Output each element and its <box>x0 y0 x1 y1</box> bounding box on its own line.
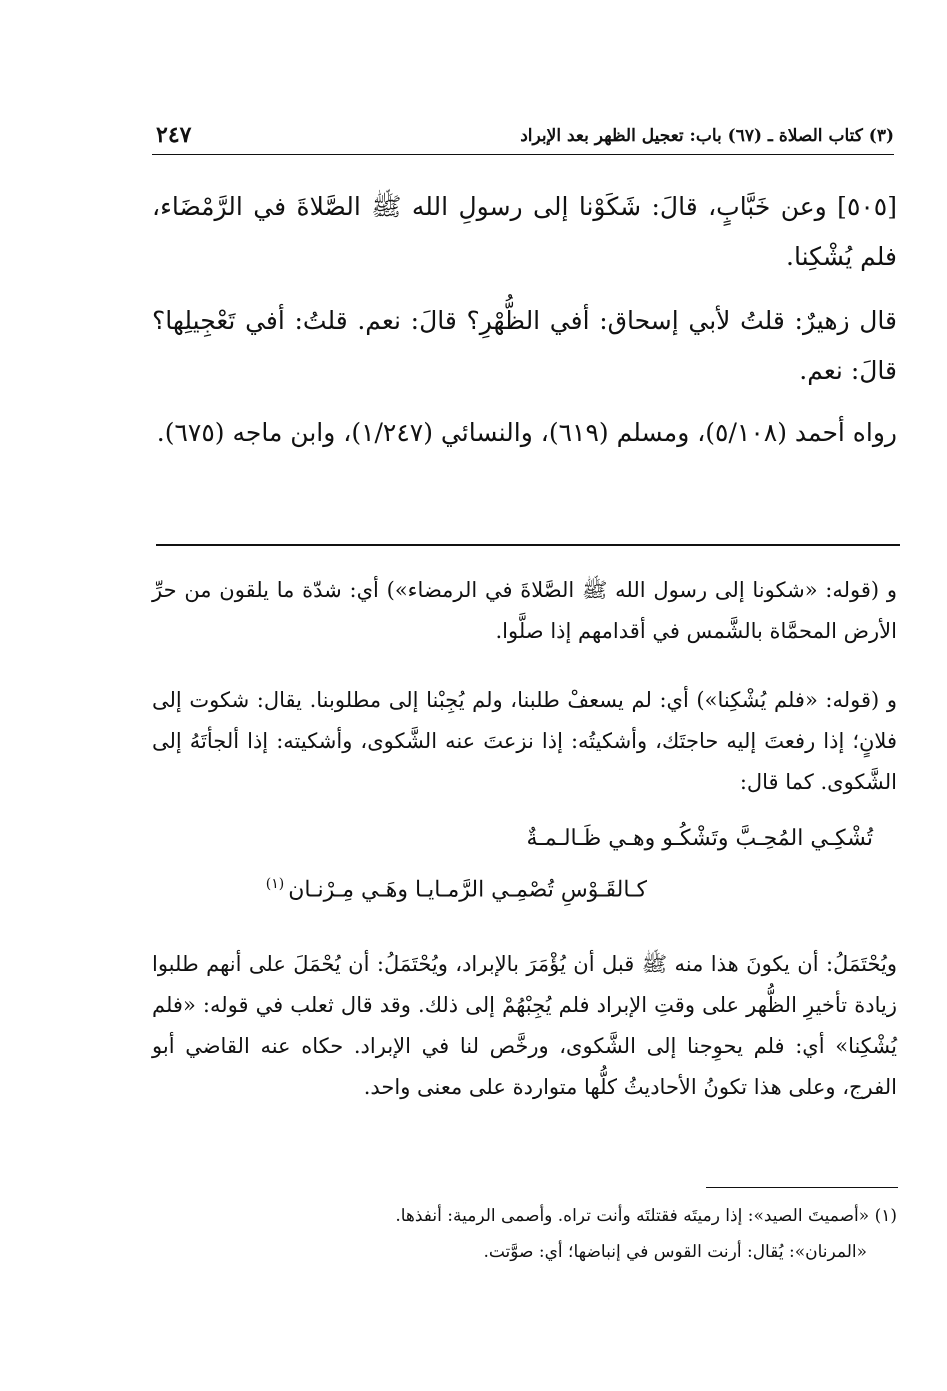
hadith-sources-paragraph: رواه أحمد (٥/١٠٨)، ومسلم (٦١٩)، والنسائي (١/٢٤٧)، وابن ماجه (٦٧٥). <box>156 418 897 447</box>
verse-first-hemistich <box>526 826 873 851</box>
verse-text: تُشْكِـي المُحِـبَّ وتَشْكُـو وهـي ظَـالـمـةٌ <box>526 826 873 851</box>
commentary-text: و (قوله: «شكونا إلى رسول الله ﷺ الصَّلاةَ في الرمضاء») أي: شدّة ما يلقون من حرِّ الأرض المحمَّاة بالشَّمس في أقدامهم إذا صلَّوا. <box>152 578 897 643</box>
commentary-text: و (قوله: «فلم يُشْكِنا») أي: لم يسعفْ طلبنا، ولم يُجِبْنا إلى مطلوبنا. يقال: شكوت إلى فلانٍ؛ إذا رفعتَ إليه حاجتَك، وأشكيتُه: إذا نزعتَ عنه الشَّكوى، وأشكيته: إذا ألجأتَهُ إلى الشَّكوى. كما قال: <box>152 688 897 794</box>
hadith-question-paragraph: قال زهيرٌ: قلتُ لأبي إسحاق: أفي الظُّهْرِ؟ قالَ: نعم. قلتُ: أفي تَعْجِيلِها؟ قالَ: نعم. <box>152 306 897 385</box>
hadith-narrator-question <box>152 296 897 396</box>
footnote-1: (١) «أصميتَ الصيد»: إذا رميتَه فقتلتَه وأنت تراه. وأصمى الرمية: أنفذها. <box>395 1206 897 1226</box>
running-header <box>152 122 894 158</box>
verse-text: كـالقَـوْسِ تُصْمِـي الرَّمـايـا وهَـي مِـرْنـان <box>288 877 647 903</box>
header-rule <box>152 154 894 155</box>
commentary-text: ويُحْتَمَلُ: أن يكونَ هذا منه ﷺ قبل أن يُؤْمَرَ بالإبراد، ويُحْتَمَلُ: أن يُحْمَلَ على أنهم طلبوا زيادة تأخيرِ الظُّهر على وقتِ الإبراد فلم يُجِبْهُمْ إلى ذلك. وقد قال ثعلب في قوله: «فلم يُشْكِنا» أي: فلم يحوِجنا إلى الشَّكوى، ورخَّص لنا في الإبراد. حكاه عنه القاضي أبو الفرج، وعلى هذا تكونُ الأحاديثُ كلُّها متواردة على معنى واحد. <box>152 952 897 1099</box>
footnote-2: «المرنان»: يُقال: أرنت القوس في إنباضها؛ أي: صوَّتت. <box>483 1242 867 1262</box>
commentary-paragraph-3 <box>152 944 897 1108</box>
section-divider <box>156 544 900 546</box>
commentary-paragraph-1 <box>152 570 897 652</box>
verse-second-hemistich <box>266 876 647 902</box>
footnote-rule <box>706 1187 898 1188</box>
footnotes <box>152 1198 897 1270</box>
hadith-text-paragraph: [٥٠٥] وعن خَبَّابٍ، قالَ: شَكَوْنا إلى رسولِ الله ﷺ الصَّلاةَ في الرَّمْضَاء، فلم يُشْكِنا. <box>152 192 897 271</box>
page-number: ٢٤٧ <box>156 122 192 148</box>
chapter-title: (٣) كتاب الصلاة ـ (٦٧) باب: تعجيل الظهر بعد الإبراد <box>520 126 894 146</box>
commentary-paragraph-2 <box>152 680 897 803</box>
hadith-sources <box>152 408 897 458</box>
footnote-marker: (١) <box>265 876 285 892</box>
hadith-text <box>152 182 897 282</box>
